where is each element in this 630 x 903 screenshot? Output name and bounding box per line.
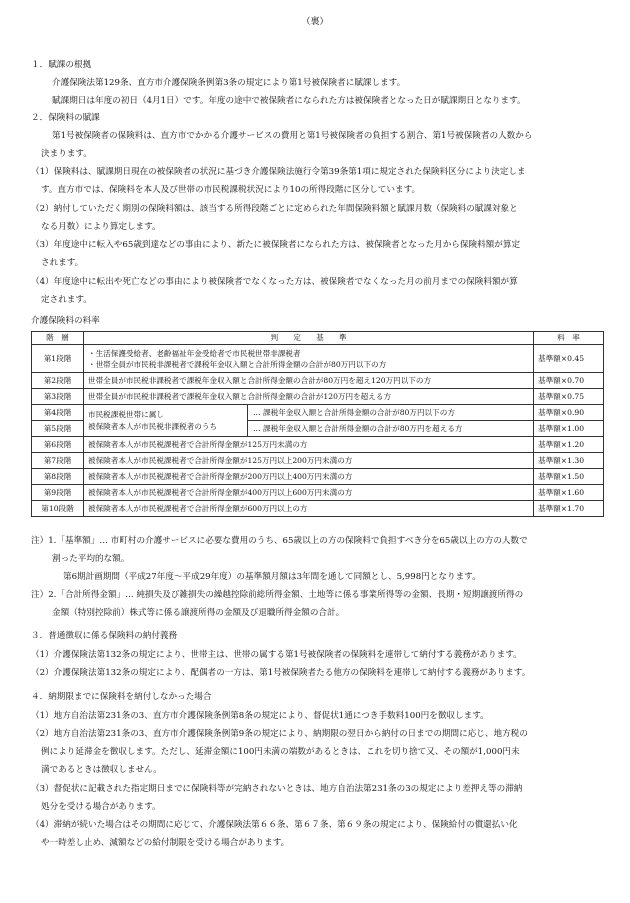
list-item-line: （2）納付していただく期別の保険料額は、該当する所得段階ごとに定められた年間保険料額と賦課月数（保険料の賦課対象と	[31, 204, 518, 214]
table-row	[32, 501, 604, 517]
section-1-line: 介護保険法第129条、直方市介護保険条例第3条の規定により第1号被保険者に賦課します。	[52, 78, 406, 88]
note-line: 注）1.「基準額」… 市町村の介護サービスに必要な費用のうち、65歳以上の方の保険料で負担すべき分を65歳以上の方の人数で	[31, 536, 528, 546]
criteria-cell: … 課税年金収入額と合計所得金額の合計が80万円を超える方	[248, 421, 534, 437]
section-4-title: ４．納期限までに保険料を納付しなかった場合	[31, 692, 212, 702]
criteria-cell: 被保険者本人が市民税課税者で合計所得金額が400万円以上600万円未満の方	[84, 485, 534, 501]
header-criteria: 判 定 基 準	[84, 332, 534, 345]
list-item-line: 定されます。	[41, 295, 92, 305]
table-row	[32, 469, 604, 485]
table-row	[32, 389, 604, 405]
list-item-line: 例により延滞金を徴収します。ただし、延滞金額に100円未満の端数があるときは、これを切り捨て又、その額が1,000円未	[41, 747, 520, 757]
list-item-line: なる月数）により算定します。	[41, 222, 161, 232]
rate-cell: 基準額×0.45	[534, 345, 604, 373]
stage-cell: 第10段階	[32, 501, 84, 517]
criteria-cell: 被保険者本人が市民税課税者で合計所得金額が200万円以上400万円未満の方	[84, 469, 534, 485]
table-row	[32, 405, 604, 421]
stage-cell: 第9段階	[32, 485, 84, 501]
rate-cell: 基準額×1.70	[534, 501, 604, 517]
paragraph-line: 第1号被保険者の保険料は、直方市でかかる介護サービスの費用と第1号被保険者の負担する割合、第1号被保険者の人数から	[52, 131, 533, 141]
stage-cell: 第4段階	[32, 405, 84, 421]
group-condition-line: 市民税課税世帯に属し	[88, 409, 164, 419]
list-item-line: （1）地方自治法第231条の3、直方市介護保険条例第8条の規定により、督促状1通につき手数料100円を徴収します。	[31, 711, 489, 721]
list-item-line: 満であるときは徴収しません。	[41, 765, 162, 775]
criteria-cell: 被保険者本人が市民税課税者で合計所得金額が125万円未満の方	[84, 437, 534, 453]
table-row	[32, 453, 604, 469]
stage-cell: 第2段階	[32, 373, 84, 389]
list-item-line: 処分を受ける場合があります。	[41, 802, 161, 812]
list-item-line: （1）保険料は、賦課期日現在の被保険者の状況に基づき介護保険法施行令第39条第1項に規定された保険料区分により決定しま	[31, 167, 526, 177]
header-rate: 料 率	[534, 332, 604, 345]
rate-cell: 基準額×1.20	[534, 437, 604, 453]
group-condition-line: 被保険者本人が市民税非課税者のうち	[88, 421, 218, 431]
rate-cell: 基準額×0.70	[534, 373, 604, 389]
section-2-title: ２．保険料の賦課	[31, 113, 100, 123]
rate-cell: 基準額×1.00	[534, 421, 604, 437]
criteria-cell	[84, 345, 534, 373]
stage-cell: 第7段階	[32, 453, 84, 469]
list-item-line: されます。	[41, 258, 84, 268]
criteria-line: ・世帯全員が市民税非課税者で課税年金収入額と合計所得金額の合計が80万円以下の方	[88, 359, 387, 369]
rate-cell: 基準額×0.90	[534, 405, 604, 421]
rate-cell: 基準額×1.50	[534, 469, 604, 485]
list-item-line: （4）滞納が続いた場合はその期間に応じて、介護保険法第６６条、第６７条、第６９条の規定により、保険給付の償還払い化	[31, 820, 518, 830]
list-item-line: （2）介護保険法第132条の規定により、配偶者の一方は、第1号被保険者たる他方の保険料を連帯して納付する義務があります。	[31, 668, 531, 678]
stage-cell: 第8段階	[32, 469, 84, 485]
stage-cell: 第6段階	[32, 437, 84, 453]
table-caption: 介護保険料の料率	[31, 316, 100, 326]
criteria-cell: 被保険者本人が市民税課税者で合計所得金額が125万円以上200万円未満の方	[84, 453, 534, 469]
table-row	[32, 485, 604, 501]
section-3-title: ３．普通徴収に係る保険料の納付義務	[31, 631, 178, 641]
list-item-line: （4）年度途中に転出や死亡などの事由により被保険者でなくなった方は、被保険者でなくなった月の前月までの保険料額が算	[31, 277, 518, 287]
stage-cell: 第3段階	[32, 389, 84, 405]
header-stage: 階 層	[32, 332, 84, 345]
note-line: 割った平均的な額。	[52, 554, 130, 564]
table-row	[32, 345, 604, 373]
criteria-cell: 世帯全員が市民税非課税者で課税年金収入額と合計所得金額の合計が80万円を超え120万円以下の方	[84, 373, 534, 389]
stage-cell: 第5段階	[32, 421, 84, 437]
criteria-cell: 世帯全員が市民税非課税者で課税年金収入額と合計所得金額の合計が120万円を超える方	[84, 389, 534, 405]
page-header: （裏）	[301, 17, 329, 27]
list-item-line: （3）年度途中に転入や65歳到達などの事由により、新たに被保険者になられた方は、被保険者となった月から保険料額が算定	[31, 240, 521, 250]
list-item-line: （1）介護保険法第132条の規定により、世帯主は、世帯の属する第1号被保険者の保険料を連帯して納付する義務があります。	[31, 650, 522, 660]
rate-cell: 基準額×1.30	[534, 453, 604, 469]
criteria-line: ・生活保護受給者、老齢福祉年金受給者で市民税世帯非課税者	[88, 348, 301, 358]
table-row	[32, 373, 604, 389]
table-header-row	[32, 332, 604, 345]
note-line: 金額（特別控除前）株式等に係る譲渡所得の金額及び退職所得金額の合計。	[52, 608, 345, 618]
list-item-line: （3）督促状に記載された指定期日までに保険料等が完納されないときは、地方自治法第231条の3の規定により差押え等の滞納	[31, 784, 523, 794]
rate-cell: 基準額×1.60	[534, 485, 604, 501]
criteria-cell: … 課税年金収入額と合計所得金額の合計が80万円以下の方	[248, 405, 534, 421]
premium-rate-table	[31, 331, 604, 517]
stage-cell: 第1段階	[32, 345, 84, 373]
list-item-line: や一時差し止め、減額などの給付制限を受ける場合があります。	[41, 838, 290, 848]
rate-cell: 基準額×0.75	[534, 389, 604, 405]
group-condition-cell	[84, 405, 248, 437]
note-line: 第6期計画期間（平成27年度～平成29年度）の基準額月額は3年間を通して同額とし、5,998円となります。	[63, 572, 481, 582]
note-line: 注）2.「合計所得金額」… 純損失及び雑損失の繰越控除前総所得金額、土地等に係る事業所得等の金額、長期・短期譲渡所得の	[31, 590, 524, 600]
list-item-line: す。直方市では、保険料を本人及び世帯の市民税課税状況により10の所得段階に区分しています。	[41, 185, 421, 195]
list-item-line: （2）地方自治法第231条の3、直方市介護保険条例第9条の規定により、納期限の翌日から納付の日までの期間に応じ、地方税の	[31, 729, 528, 739]
table-row	[32, 437, 604, 453]
paragraph-line: 決まります。	[41, 149, 92, 159]
section-1-line: 賦課期日は年度の初日（4月1日）です。年度の途中で被保険者になられた方は被保険者となった日が賦課期日となります。	[52, 96, 526, 106]
section-1-title: １．賦課の根拠	[31, 60, 92, 70]
criteria-cell: 被保険者本人が市民税課税者で合計所得金額が600万円以上の方	[84, 501, 534, 517]
